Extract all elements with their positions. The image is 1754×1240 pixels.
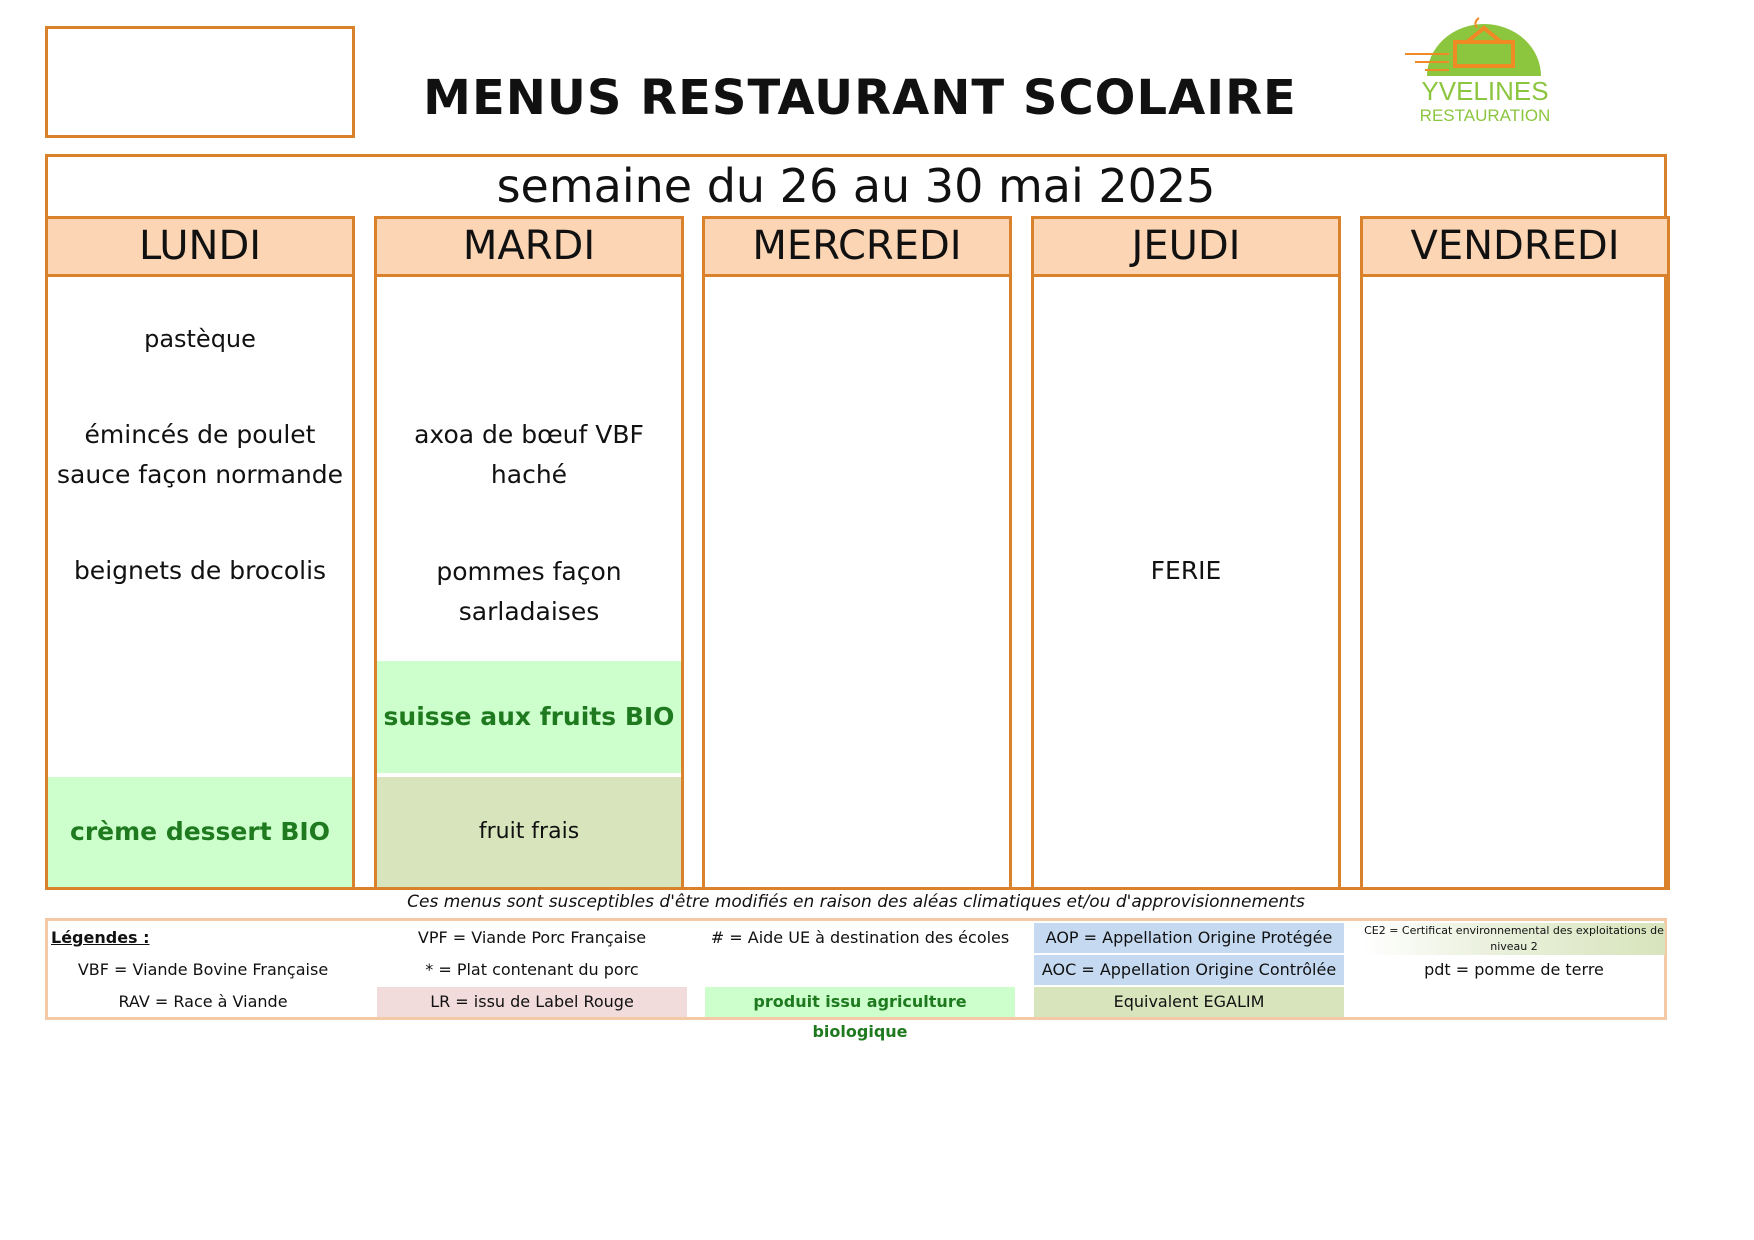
legend-vbf: VBF = Viande Bovine Française <box>77 960 329 979</box>
day-header: MARDI <box>377 219 681 277</box>
legend-aoc: AOC = Appellation Origine Contrôlée <box>1034 955 1344 985</box>
legend-aide-ue: # = Aide UE à destination des écoles <box>710 928 1010 947</box>
day-column-jeudi <box>1031 216 1341 890</box>
logo-text-line1: YVELINES <box>1421 76 1549 106</box>
day-column-mercredi <box>702 216 1012 890</box>
dish-accompagnement: beignets de brocolis <box>73 556 327 585</box>
day-column-vendredi <box>1360 216 1670 890</box>
day-header: JEUDI <box>1034 219 1338 277</box>
logo-text-line2: RESTAURATION <box>1419 106 1551 125</box>
dish-plat: axoa de bœuf VBF haché <box>414 420 644 489</box>
day-header: MERCREDI <box>705 219 1009 277</box>
dish-laitage-bio: suisse aux fruits BIO <box>377 661 681 773</box>
legend-rav: RAV = Race à Viande <box>118 992 288 1011</box>
legend-egalim: Equivalent EGALIM <box>1034 987 1344 1017</box>
legend-table <box>45 918 1667 1041</box>
legend-vpf: VPF = Viande Porc Française <box>417 928 647 947</box>
day-header: VENDREDI <box>1363 219 1667 277</box>
dish-plat: émincés de poulet sauce façon normande <box>57 420 343 489</box>
legend-bio: produit issu agriculture biologique <box>705 987 1015 1017</box>
logo-emblem-icon <box>1405 14 1565 129</box>
legend-porc: * = Plat contenant du porc <box>425 960 639 979</box>
logo-placeholder-box <box>45 26 355 138</box>
legend-label-rouge: LR = issu de Label Rouge <box>377 987 687 1017</box>
yvelines-restauration-logo <box>1405 14 1565 129</box>
legend-ce2: CE2 = Certificat environnemental des exploitations de niveau 2 <box>1364 924 1664 953</box>
dish-dessert-bio: crème dessert BIO <box>48 777 352 887</box>
day-column-lundi <box>45 216 355 890</box>
page-title: MENUS RESTAURANT SCOLAIRE <box>423 70 1297 126</box>
dish-dessert: fruit frais <box>377 777 681 887</box>
legend-pdt: pdt = pomme de terre <box>1424 960 1604 979</box>
dish-entree <box>377 281 681 397</box>
week-title: semaine du 26 au 30 mai 2025 <box>496 159 1216 213</box>
dish-entree: pastèque <box>144 325 256 353</box>
day-column-mardi <box>374 216 684 890</box>
day-header: LUNDI <box>48 219 352 277</box>
dish-laitage <box>48 629 352 745</box>
holiday-label: FERIE <box>1150 556 1222 585</box>
disclaimer-note: Ces menus sont susceptibles d'être modifiés en raison des aléas climatiques et/ou d'approvisionnements <box>407 892 1305 912</box>
dish-accompagnement: pommes façon sarladaises <box>436 557 622 626</box>
legend-aop: AOP = Appellation Origine Protégée <box>1034 923 1344 953</box>
legend-title: Légendes : <box>51 928 150 947</box>
